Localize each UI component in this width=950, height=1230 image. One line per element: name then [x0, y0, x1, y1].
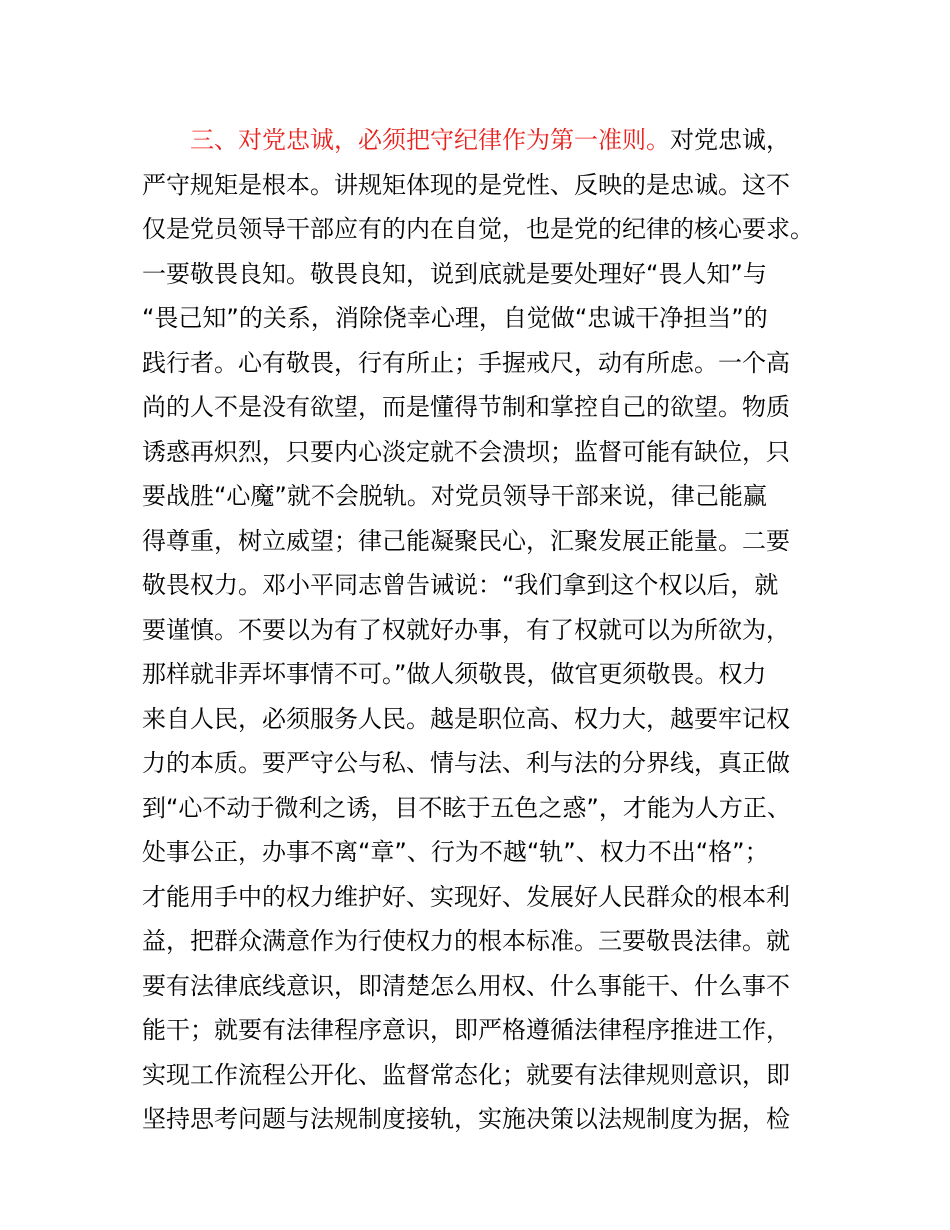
text-line: 能干；就要有法律程序意识，即严格遵循法律程序推进工作，: [142, 1016, 790, 1044]
section-heading: 三、对党忠诚，必须把守纪律作为第一准则。: [190, 126, 670, 154]
text-line: 处事公正，办事不离“章”、行为不越“轨”、权力不出“格”；: [142, 838, 769, 866]
text-line: 才能用手中的权力维护好、实现好、发展好人民群众的根本利: [142, 882, 790, 911]
paragraph: [142, 118, 842, 1142]
text-line: “畏己知”的关系，消除侥幸心理，自觉做“忠诚干净担当”的: [142, 304, 768, 332]
text-line: 到“心不动于微利之诱，目不眩于五色之惑”，才能为人方正、: [142, 793, 791, 822]
text-line: 一要敬畏良知。敬畏良知，说到底就是要处理好“畏人知”与: [142, 259, 767, 288]
text-line: 仅是党员领导干部应有的内在自觉，也是党的纪律的核心要求。: [142, 215, 814, 243]
text-line: 要有法律底线意识，即清楚怎么用权、什么事能干、什么事不: [142, 971, 790, 1000]
text-line: 益，把群众满意作为行使权力的根本标准。三要敬畏法律。就: [142, 927, 790, 955]
text-line: 那样就非弄坏事情不可。”做人须敬畏，做官更须敬畏。权力: [142, 660, 767, 688]
text-line: 来自人民，必须服务人民。越是职位高、权力大，越要牢记权: [142, 704, 790, 733]
text-line: 敬畏权力。邓小平同志曾告诫说：“我们拿到这个权以后，就: [142, 571, 779, 599]
text-line: 诱惑再炽烈，只要内心淡定就不会溃坝；监督可能有缺位，只: [142, 437, 790, 466]
text-line-1: [142, 118, 842, 163]
text-line: 践行者。心有敬畏，行有所止；手握戒尺，动有所虑。一个高: [142, 348, 790, 377]
text-line: 严守规矩是根本。讲规矩体现的是党性、反映的是忠诚。这不: [142, 170, 790, 199]
text-line: 力的本质。要严守公与私、情与法、利与法的分界线，真正做: [142, 749, 790, 777]
text-line: 要谨慎。不要以为有了权就好办事，有了权就可以为所欲为，: [142, 615, 790, 644]
text-line: 尚的人不是没有欲望，而是懂得节制和掌控自己的欲望。物质: [142, 393, 790, 421]
text-line: 要战胜“心魔”就不会脱轨。对党员领导干部来说，律己能赢: [142, 482, 767, 510]
text-line: 坚持思考问题与法规制度接轨，实施决策以法规制度为据，检: [142, 1105, 790, 1133]
heading-line-rest: 对党忠诚，: [670, 126, 790, 154]
text-line: 实现工作流程公开化、监督常态化；就要有法律规则意识，即: [142, 1060, 790, 1089]
text-line: 得尊重，树立威望；律己能凝聚民心，汇聚发展正能量。二要: [142, 526, 790, 555]
